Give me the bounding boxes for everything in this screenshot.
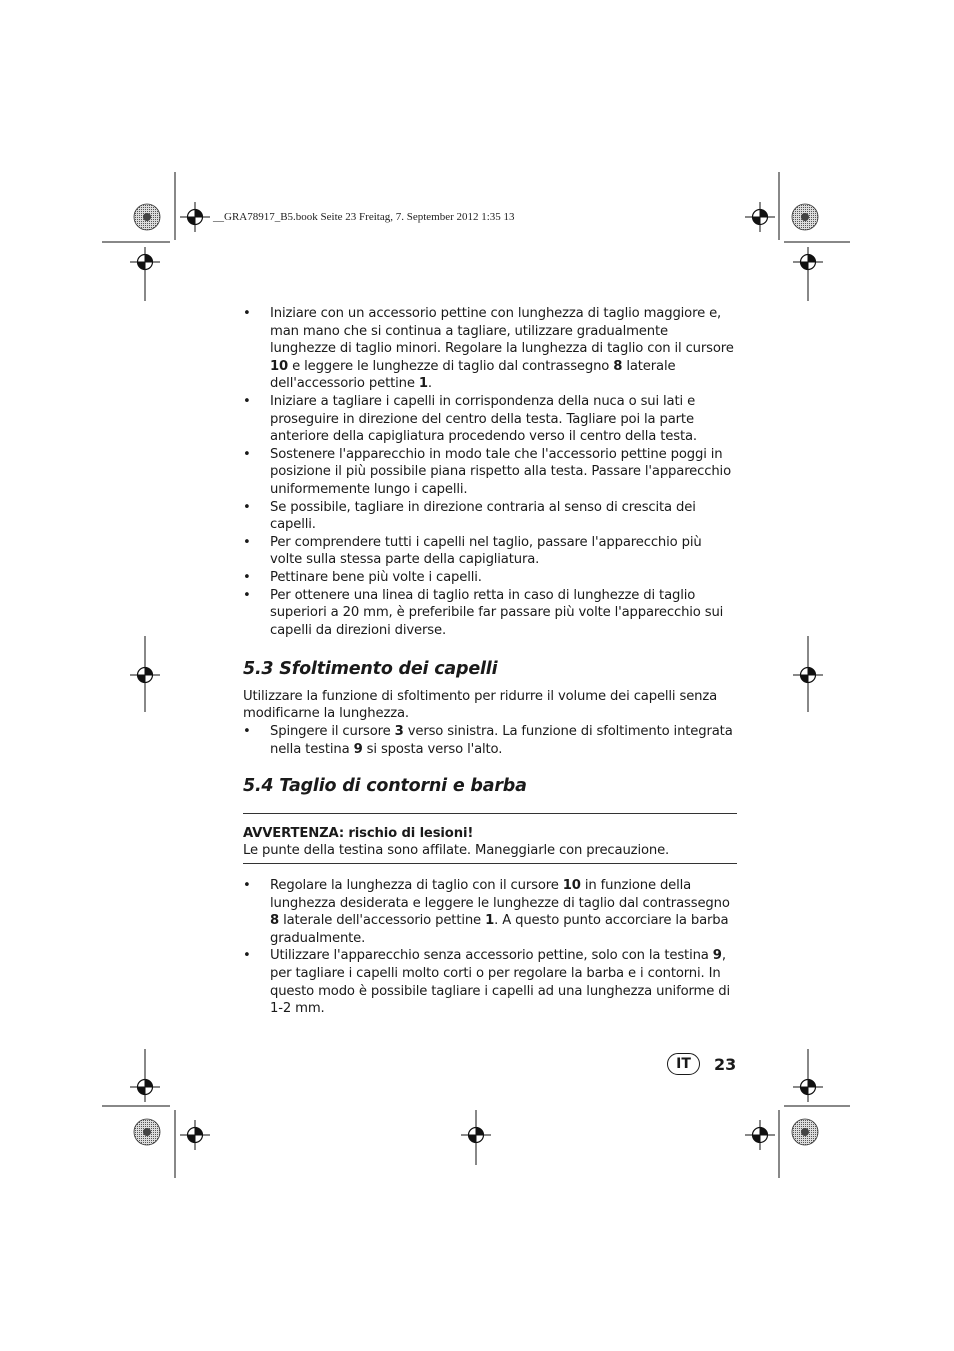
warning-title: AVVERTENZA: rischio di lesioni!	[243, 825, 474, 841]
bullet-item	[243, 446, 737, 499]
bullet-item	[243, 587, 737, 640]
bullet-item	[243, 305, 737, 393]
bold-reference-number: 1	[485, 913, 495, 929]
section-heading-5-3: 5.3 Sfoltimento dei capelli	[243, 659, 498, 680]
page-number: 23	[714, 1054, 737, 1074]
text-segment: Spingere il cursore	[270, 724, 395, 740]
section-5-4-bullet-list	[243, 877, 737, 1018]
page-footer	[667, 1053, 736, 1075]
bold-reference-number: 8	[613, 358, 623, 374]
page-content	[243, 305, 737, 1018]
section-heading-5-4: 5.4 Taglio di contorni e barba	[243, 776, 527, 797]
bold-reference-number: 1	[418, 376, 428, 392]
bullet-item	[243, 569, 737, 587]
text-segment: laterale dell'accessorio pettine	[279, 913, 486, 929]
print-header: __GRA78917_B5.book Seite 23 Freitag, 7. September 2012 1:35 13	[213, 211, 515, 223]
text-segment: in funzione della lunghezza desiderata e leggere le lunghezze di taglio dal contrassegno	[270, 878, 730, 911]
bullet-item	[243, 947, 737, 1017]
bold-reference-number: 10	[562, 878, 581, 894]
warning-text: Le punte della testina sono affilate. Maneggiarle con precauzione.	[243, 843, 670, 859]
text-segment: Pettinare bene più volte i capelli.	[270, 569, 482, 585]
text-segment: Per comprendere tutti i capelli nel taglio, passare l'apparecchio più volte sulla stessa parte della capigliatura.	[270, 534, 702, 568]
intro-bullet-list	[243, 305, 737, 639]
warning-box	[243, 813, 737, 864]
text-segment: e leggere le lunghezze di taglio dal contrassegno	[288, 358, 614, 374]
bold-reference-number: 8	[270, 913, 280, 929]
bold-reference-number: 9	[712, 948, 722, 964]
bullet-item	[243, 877, 737, 947]
text-segment: laterale dell'accessorio pettine	[270, 358, 676, 392]
text-segment: Sostenere l'apparecchio in modo tale che l'accessorio pettine poggi in posizione il più possibile piana rispetto alla testa. Passare l'apparecchio uniformemente lungo i capelli.	[270, 446, 731, 497]
text-segment: Regolare la lunghezza di taglio con il cursore	[270, 878, 563, 894]
bullet-item	[243, 723, 737, 758]
text-segment: , per tagliare i capelli molto corti o per regolare la barba e i contorni. In questo modo è possibile tagliare i capelli ad una lunghezza uniforme di 1-2 mm.	[270, 948, 730, 1017]
text-segment: Iniziare a tagliare i capelli in corrispondenza della nuca o sui lati e proseguire in direzione del centro della testa. Tagliare poi la parte anteriore della capigliatura procedendo verso il centro della testa.	[270, 393, 697, 445]
bold-reference-number: 9	[353, 741, 363, 757]
bold-reference-number: 10	[270, 358, 289, 374]
text-segment: Per ottenere una linea di taglio retta in caso di lunghezze di taglio superiori a 20 mm, è preferibile far passare più volte l'apparecchio sui capelli da direzioni diverse.	[270, 587, 724, 638]
text-segment: . A questo punto accorciare la barba gradualmente.	[270, 913, 729, 946]
section-5-3-bullet-list	[243, 723, 737, 758]
bullet-item	[243, 499, 737, 534]
text-segment: si sposta verso l'alto.	[362, 741, 503, 757]
text-segment: Iniziare con un accessorio pettine con lunghezza di taglio maggiore e, man mano che si continua a tagliare, utilizzare gradualmente lunghezze di taglio minori. Regolare la lunghezza di taglio con il cursore	[270, 306, 734, 357]
bullet-item	[243, 393, 737, 446]
bold-reference-number: 3	[394, 724, 404, 740]
language-badge: IT	[667, 1053, 700, 1075]
text-segment: verso sinistra. La funzione di sfoltimento integrata nella testina	[270, 724, 733, 757]
text-segment: Utilizzare l'apparecchio senza accessorio pettine, solo con la testina	[270, 948, 713, 964]
section-5-3-paragraph: Utilizzare la funzione di sfoltimento per ridurre il volume dei capelli senza modificarne la lunghezza.	[243, 688, 718, 722]
text-segment: Se possibile, tagliare in direzione contraria al senso di crescita dei capelli.	[270, 499, 696, 533]
bullet-item	[243, 534, 737, 569]
text-segment: .	[427, 376, 432, 392]
